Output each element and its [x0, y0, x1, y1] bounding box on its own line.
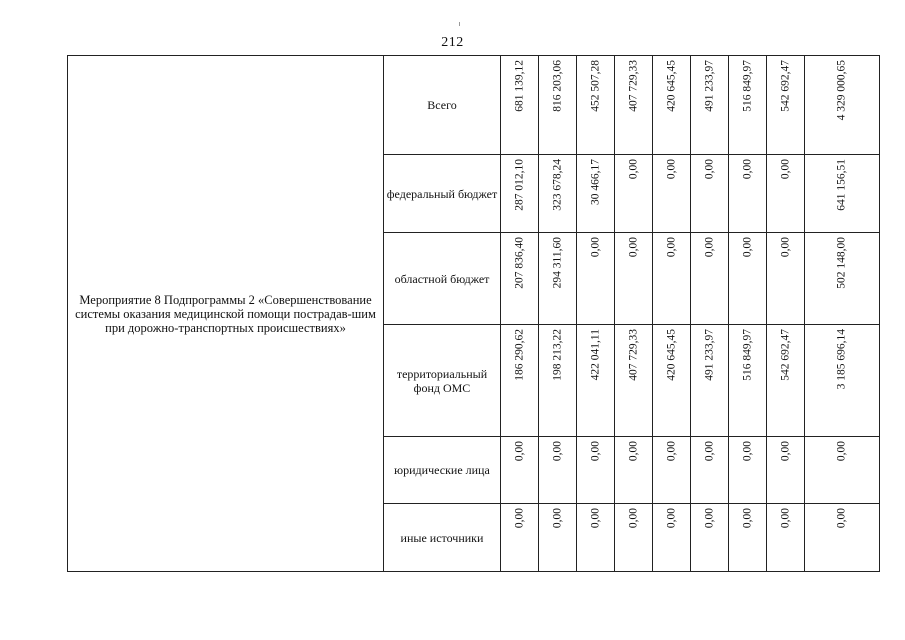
- amount-cell: [577, 56, 615, 155]
- amount-cell: [691, 437, 729, 504]
- amount-value: 0,00: [835, 508, 848, 529]
- amount-value: 30 466,17: [589, 159, 601, 205]
- amount-cell: [615, 56, 653, 155]
- amount-value: 0,00: [589, 508, 601, 529]
- amount-cell: [501, 233, 539, 325]
- amount-cell: [767, 56, 805, 155]
- amount-value: 4 329 000,65: [835, 60, 848, 121]
- amount-cell: [577, 233, 615, 325]
- amount-cell: [653, 325, 691, 437]
- amount-cell: [691, 504, 729, 572]
- amount-cell: [539, 437, 577, 504]
- amount-value: 0,00: [741, 237, 753, 258]
- amount-cell: [539, 233, 577, 325]
- amount-cell: [767, 504, 805, 572]
- amount-value: 0,00: [551, 441, 563, 462]
- amount-cell: [805, 56, 880, 155]
- amount-value: 0,00: [665, 441, 677, 462]
- amount-cell: [577, 504, 615, 572]
- amount-cell: [767, 155, 805, 233]
- amount-value: 207 836,40: [513, 237, 525, 289]
- amount-value: 420 645,45: [665, 60, 677, 112]
- amount-value: 542 692,47: [779, 60, 791, 112]
- amount-value: 0,00: [627, 508, 639, 529]
- amount-value: 0,00: [627, 159, 639, 180]
- amount-value: 0,00: [665, 508, 677, 529]
- amount-value: 0,00: [741, 441, 753, 462]
- amount-cell: [653, 437, 691, 504]
- amount-value: 0,00: [779, 237, 791, 258]
- page-number: 212: [441, 35, 464, 50]
- amount-cell: [805, 155, 880, 233]
- amount-value: 516 849,97: [741, 329, 753, 381]
- amount-cell: [805, 504, 880, 572]
- amount-value: 323 678,24: [551, 159, 563, 211]
- amount-value: 0,00: [513, 441, 525, 462]
- amount-cell: [729, 56, 767, 155]
- amount-cell: [615, 233, 653, 325]
- funding-source: Всего: [384, 56, 501, 155]
- amount-cell: [539, 56, 577, 155]
- amount-value: 0,00: [835, 441, 848, 462]
- amount-cell: [767, 437, 805, 504]
- amount-value: 294 311,60: [551, 237, 563, 289]
- amount-value: 0,00: [703, 159, 715, 180]
- amount-value: 407 729,33: [627, 329, 639, 381]
- amount-value: 3 185 696,14: [835, 329, 848, 390]
- amount-cell: [805, 325, 880, 437]
- financing-table: [67, 55, 880, 572]
- amount-value: 0,00: [703, 237, 715, 258]
- amount-cell: [691, 155, 729, 233]
- table-row: [68, 56, 880, 155]
- amount-cell: [729, 325, 767, 437]
- amount-value: 502 148,00: [835, 237, 848, 289]
- amount-cell: [539, 325, 577, 437]
- amount-cell: [539, 504, 577, 572]
- amount-cell: [501, 437, 539, 504]
- amount-value: 0,00: [779, 508, 791, 529]
- amount-value: 0,00: [703, 441, 715, 462]
- amount-cell: [729, 155, 767, 233]
- amount-cell: [577, 437, 615, 504]
- measure-name: Мероприятие 8 Подпрограммы 2 «Совершенствование системы оказания медицинской помощи пострадав-шим при дорожно-транспортных происшествиях»: [68, 56, 384, 572]
- amount-cell: [501, 56, 539, 155]
- amount-value: 542 692,47: [779, 329, 791, 381]
- amount-value: 422 041,11: [589, 329, 601, 381]
- scan-mark: [459, 22, 460, 26]
- amount-cell: [729, 504, 767, 572]
- amount-value: 491 233,97: [703, 60, 715, 112]
- amount-value: 287 012,10: [513, 159, 525, 211]
- amount-cell: [691, 325, 729, 437]
- amount-cell: [767, 325, 805, 437]
- amount-cell: [653, 155, 691, 233]
- funding-source: иные источники: [384, 504, 501, 572]
- amount-value: 516 849,97: [741, 60, 753, 112]
- funding-source: областной бюджет: [384, 233, 501, 325]
- amount-cell: [653, 56, 691, 155]
- amount-cell: [729, 437, 767, 504]
- amount-value: 198 213,22: [551, 329, 563, 381]
- amount-cell: [691, 56, 729, 155]
- amount-value: 0,00: [627, 441, 639, 462]
- amount-value: 0,00: [589, 441, 601, 462]
- amount-cell: [805, 233, 880, 325]
- amount-cell: [577, 155, 615, 233]
- amount-value: 0,00: [741, 159, 753, 180]
- amount-value: 491 233,97: [703, 329, 715, 381]
- amount-value: 0,00: [779, 441, 791, 462]
- amount-cell: [577, 325, 615, 437]
- funding-source: юридические лица: [384, 437, 501, 504]
- amount-cell: [767, 233, 805, 325]
- funding-source: федеральный бюджет: [384, 155, 501, 233]
- amount-value: 816 203,06: [551, 60, 563, 112]
- amount-value: 0,00: [703, 508, 715, 529]
- amount-value: 641 156,51: [835, 159, 848, 211]
- amount-cell: [615, 325, 653, 437]
- amount-cell: [805, 437, 880, 504]
- amount-cell: [501, 325, 539, 437]
- amount-value: 0,00: [513, 508, 525, 529]
- amount-value: 0,00: [627, 237, 639, 258]
- amount-value: 186 290,62: [513, 329, 525, 381]
- amount-cell: [501, 504, 539, 572]
- amount-value: 0,00: [665, 159, 677, 180]
- amount-value: 0,00: [665, 237, 677, 258]
- amount-cell: [653, 504, 691, 572]
- amount-value: 0,00: [741, 508, 753, 529]
- amount-value: 0,00: [779, 159, 791, 180]
- amount-cell: [539, 155, 577, 233]
- amount-cell: [615, 155, 653, 233]
- funding-source: территориальный фонд ОМС: [384, 325, 501, 437]
- amount-value: 681 139,12: [513, 60, 525, 112]
- amount-cell: [691, 233, 729, 325]
- amount-cell: [501, 155, 539, 233]
- amount-cell: [615, 504, 653, 572]
- amount-value: 0,00: [551, 508, 563, 529]
- amount-value: 0,00: [589, 237, 601, 258]
- amount-value: 452 507,28: [589, 60, 601, 112]
- amount-cell: [729, 233, 767, 325]
- amount-value: 407 729,33: [627, 60, 639, 112]
- amount-cell: [653, 233, 691, 325]
- amount-value: 420 645,45: [665, 329, 677, 381]
- amount-cell: [615, 437, 653, 504]
